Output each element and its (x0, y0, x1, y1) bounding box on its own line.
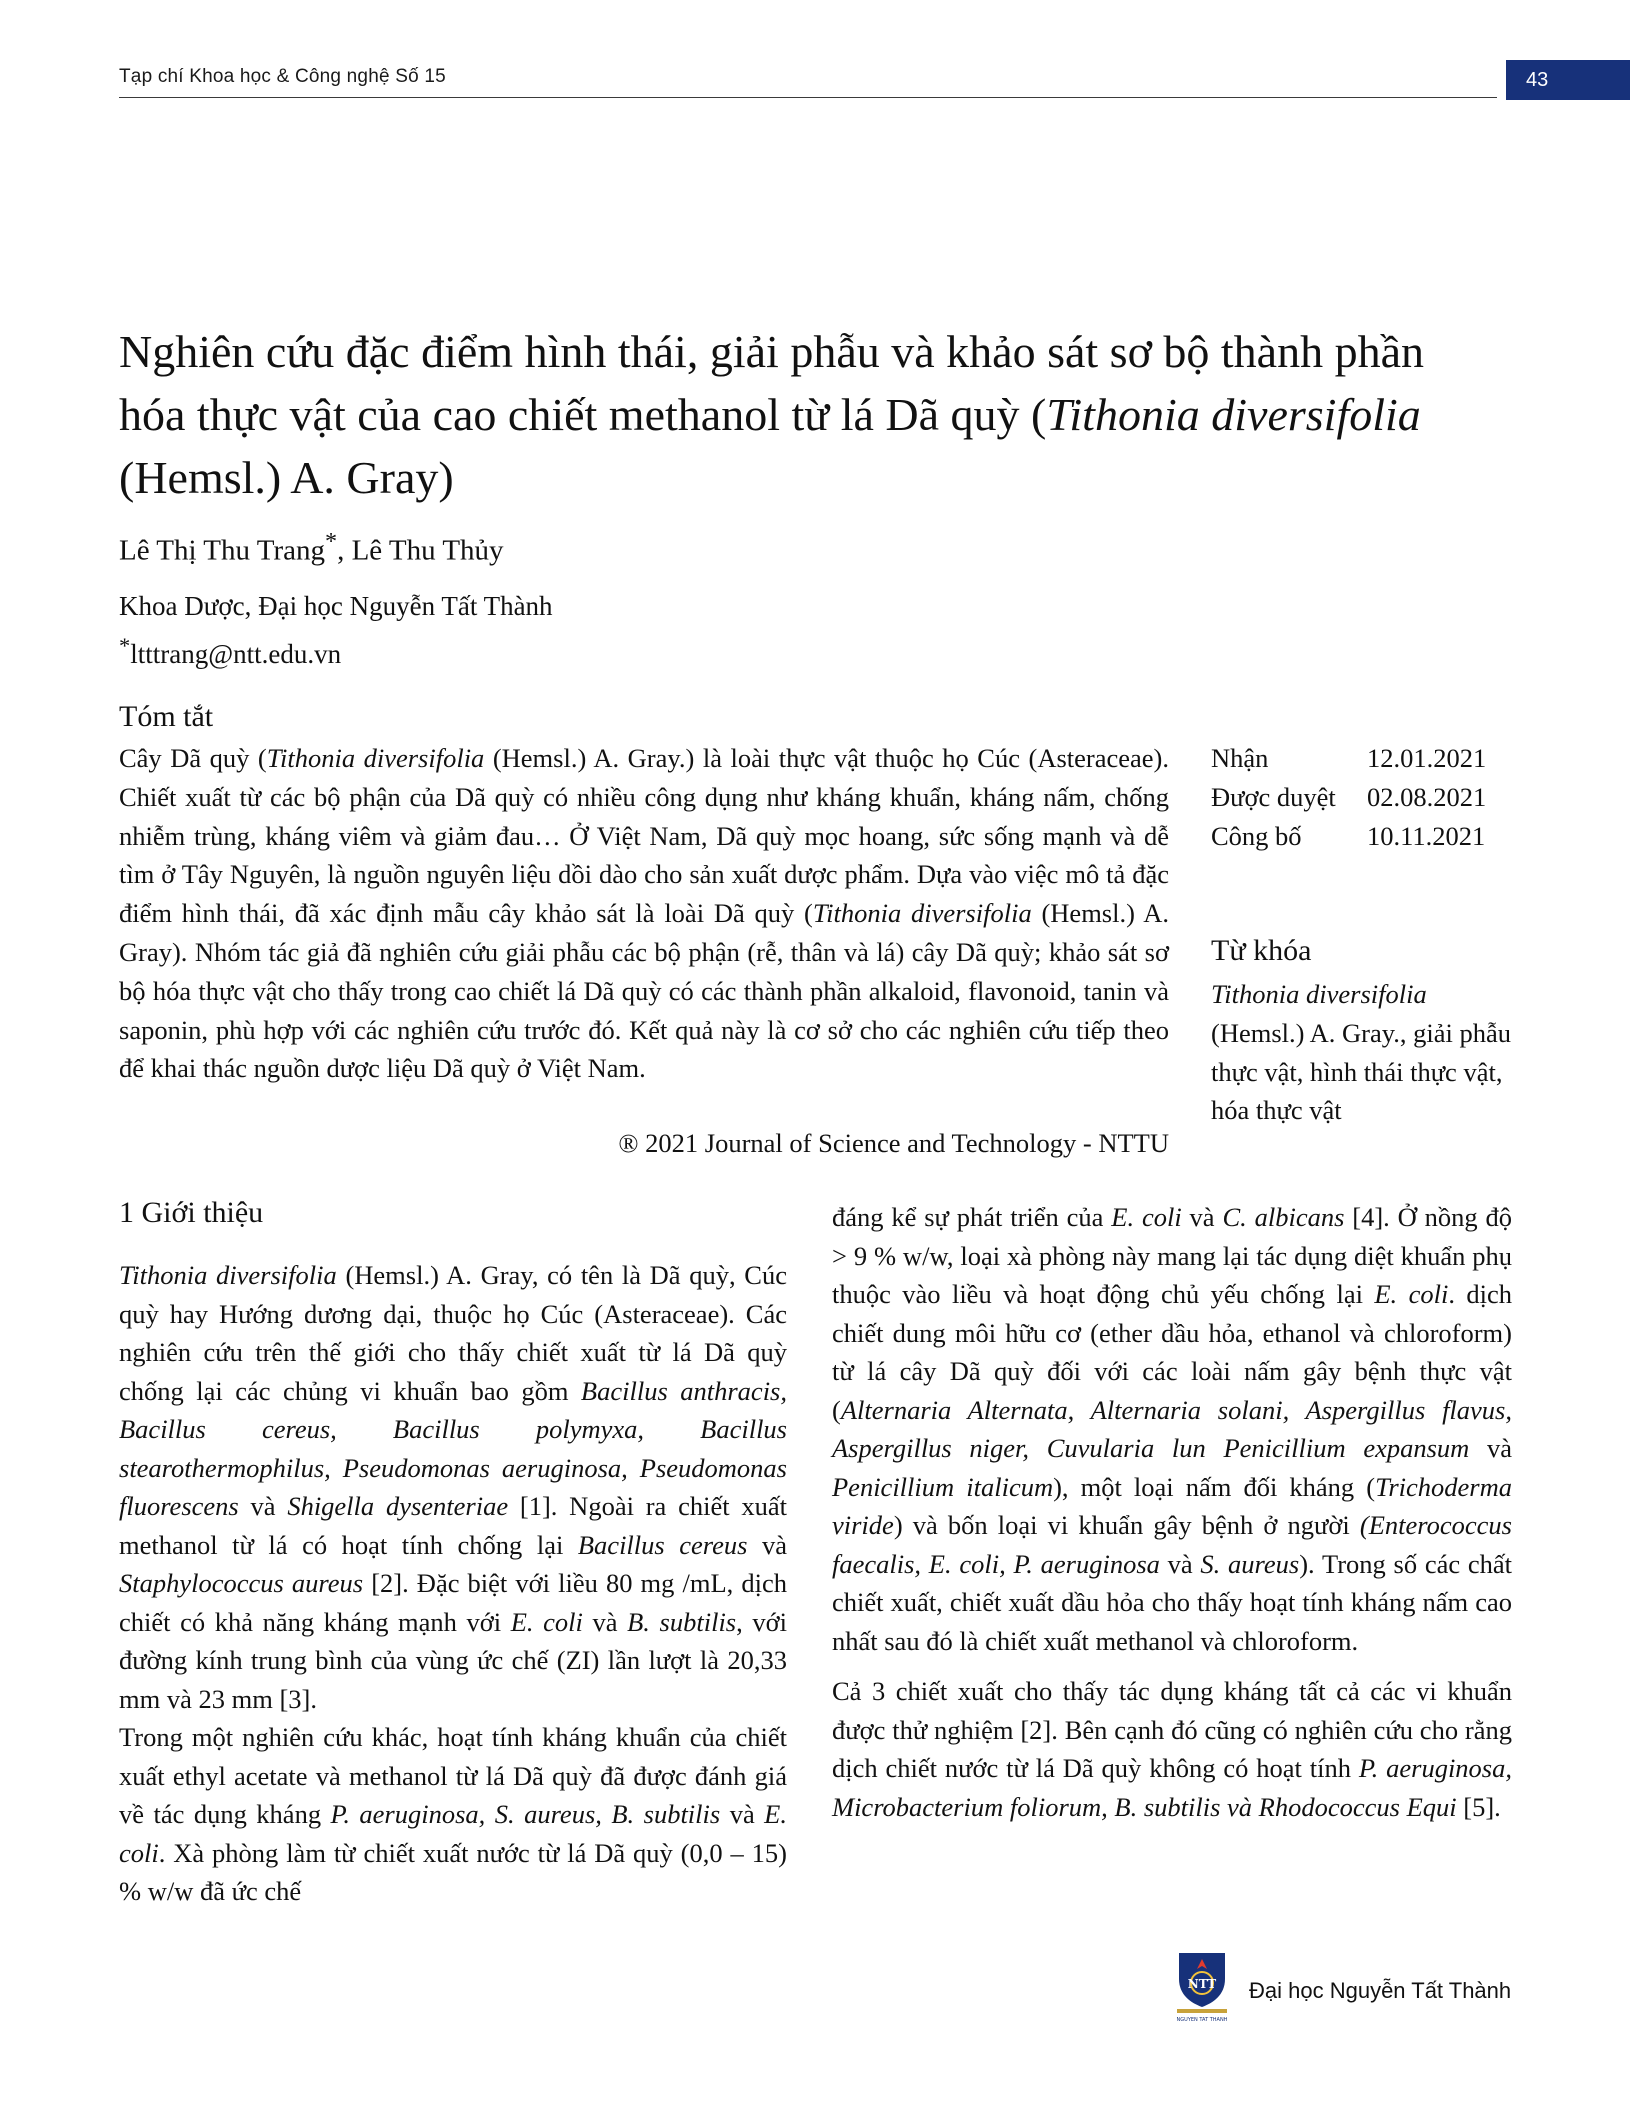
keyword-list: (Hemsl.) A. Gray., giải phẫu thực vật, hình thái thực vật, hóa thực vật (1211, 1017, 1512, 1126)
date-accepted (1211, 778, 1486, 817)
paragraph-1 (119, 1256, 787, 1718)
italic-term: Bacillus anthracis, Bacillus cereus, Bacillus polymyxa, Bacillus stearothermophilus, Pseudomonas aeruginosa, Pseudomonas fluorescens (119, 1375, 787, 1521)
text-run: . Xà phòng làm từ chiết xuất nước từ lá Dã quỳ (0,0 – 15) % w/w đã ức chế (119, 1837, 787, 1906)
italic-term: Alternaria Alternata, Alternaria solani, Aspergillus flavus, Aspergillus niger, Cuvularia lun Penicillium expansum (832, 1394, 1512, 1463)
text-run: và (747, 1529, 788, 1560)
abstract-species: Tithonia diversifolia (266, 743, 485, 773)
date-value: 10.11.2021 (1367, 820, 1486, 851)
text-run: và (1469, 1433, 1512, 1463)
author-1: Lê Thị Thu Trang (119, 534, 325, 567)
journal-name: Tạp chí Khoa học & Công nghệ Số 15 (119, 66, 446, 87)
section-heading: 1 Giới thiệu (119, 1196, 264, 1229)
abstract-text: (Hemsl.) A. Gray). Nhóm tác giả đã nghiên cứu giải phẫu các bộ phận (rễ, thân và lá) cây Dã quỳ; khảo sát sơ bộ hóa thực vật cho thấy trong cao chiết lá Dã quỳ có các thành phần alkaloid, flavonoid, tanin và saponin, phù hợp với các nghiên cứu trước đó. Kết quả này là cơ sở cho các nghiên cứu tiếp theo để khai thác nguồn dược liệu Dã quỳ ở Việt Nam. (119, 898, 1170, 1084)
text-run: [1]. Ngoài ra chiết xuất methanol từ lá có hoạt tính chống lại (119, 1491, 788, 1560)
italic-term: E. coli (510, 1606, 583, 1637)
article-title (119, 320, 1459, 509)
keyword-species: Tithonia diversifolia (1211, 979, 1427, 1009)
text-run: [5]. (1456, 1791, 1501, 1822)
affiliation-org: Khoa Dược, Đại học Nguyễn Tất Thành (119, 591, 553, 621)
italic-term: E. coli (1111, 1202, 1182, 1232)
copyright: ® 2021 Journal of Science and Technology - NTTU (618, 1128, 1169, 1158)
keywords-heading: Từ khóa (1211, 934, 1312, 967)
email: ltttrang@ntt.edu.vn (130, 639, 342, 669)
author-2: , Lê Thu Thủy (337, 534, 504, 567)
footer-university: Đại học Nguyễn Tất Thành (1249, 1978, 1512, 2003)
text-run: (Hemsl.) A. Gray, có tên là Dã quỳ, Cúc quỳ hay Hướng dương dại, thuộc họ Cúc (Asteraceae). Các nghiên cứu trên thế giới cho thấy chiết xuất từ lá Dã quỳ chống lại các chủng vi khuẩn bao gồm (119, 1260, 787, 1406)
article-dates (1211, 739, 1486, 855)
column-left (119, 1256, 787, 1911)
text-run: Trong một nghiên cứu khác, hoạt tính kháng khuẩn của chiết xuất ethyl acetate và methanol từ lá Dã quỳ đã được đánh giá về tác dụng kháng (119, 1722, 787, 1829)
university-logo (1173, 1949, 1231, 2023)
date-value: 02.08.2021 (1367, 781, 1487, 812)
email-mark: * (119, 633, 131, 658)
italic-term: E. coli (119, 1799, 787, 1868)
paragraph-3 (832, 1672, 1512, 1826)
text-run: và (720, 1799, 765, 1829)
italic-term: C. albicans (1222, 1202, 1345, 1232)
column-right (832, 1198, 1512, 1826)
italic-term: Tithonia diversifolia (119, 1260, 337, 1290)
keywords (1211, 975, 1511, 1130)
abstract-body (119, 739, 1169, 1088)
text-run: đáng kể sự phát triển của (832, 1202, 1112, 1232)
text-run: [4]. Ở nồng độ > 9 % w/w, loại xà phòng này mang lại tác dụng diệt khuẩn phụ thuộc vào liều và hoạt động chủ yếu chống lại (832, 1202, 1512, 1309)
affiliation (119, 586, 553, 674)
italic-term: E. coli (1374, 1279, 1449, 1309)
italic-term: B. subtilis (627, 1606, 737, 1637)
page-number: 43 (1506, 60, 1630, 100)
italic-term: S. aureus (1200, 1548, 1300, 1579)
authors (119, 528, 504, 568)
italic-term: P. aeruginosa, S. aureus, B. subtilis (330, 1799, 721, 1829)
text-run: và (582, 1606, 628, 1637)
text-run: và (1159, 1548, 1201, 1579)
abstract-heading: Tóm tắt (119, 700, 214, 733)
paragraph-2-continued (832, 1198, 1512, 1660)
text-run: và (238, 1491, 288, 1521)
italic-term: Shigella dysenteriae (287, 1491, 509, 1521)
logo-caption: NGUYEN TAT THANH (1176, 2017, 1228, 2023)
title-text: Nghiên cứu đặc điểm hình thái, giải phẫu và khảo sát sơ bộ thành phần hóa thực vật của cao chiết methanol từ lá Dã quỳ ( (119, 326, 1425, 440)
logo-monogram: NTT (1187, 1977, 1217, 1991)
date-received (1211, 739, 1486, 778)
text-run: ), một loại nấm đối kháng ( (1053, 1471, 1376, 1502)
date-label: Công bố (1211, 820, 1302, 851)
date-label: Được duyệt (1211, 781, 1336, 812)
text-run: [2]. Đặc biệt với liều 80 mg /mL, dịch chiết có khả năng kháng mạnh với (119, 1568, 787, 1637)
italic-term: (Enterococcus faecalis, E. coli, P. aeruginosa (832, 1510, 1512, 1579)
date-published (1211, 817, 1486, 856)
text-run: ). Trong số các chất chiết xuất, chiết xuất dầu hỏa cho thấy hoạt tính kháng nấm cao nhất sau đó là chiết xuất methanol và chloroform. (832, 1548, 1513, 1656)
title-text-end: (Hemsl.) A. Gray) (119, 452, 454, 503)
date-label: Nhận (1211, 743, 1269, 773)
italic-term: Bacillus cereus (577, 1529, 748, 1560)
text-run: và (1181, 1202, 1223, 1232)
abstract-species: Tithonia diversifolia (812, 898, 1032, 929)
text-run: ) và bốn loại vi khuẩn gây bệnh ở người (893, 1510, 1360, 1540)
abstract-text: Cây Dã quỳ ( (119, 743, 267, 773)
corresponding-mark: * (324, 528, 338, 555)
text-run: Cả 3 chiết xuất cho thấy tác dụng kháng tất cả các vi khuẩn được thử nghiệm [2]. Bên cạnh đó cũng có nghiên cứu cho rằng dịch chiết nước từ lá Dã quỳ không có hoạt tính (832, 1676, 1512, 1783)
text-run: , với đường kính trung bình của vùng ức chế (ZI) lần lượt là 20,33 mm và 23 mm [3]. (119, 1606, 787, 1714)
date-value: 12.01.2021 (1367, 743, 1487, 773)
italic-term: Trichoderma viride (832, 1471, 1512, 1540)
italic-term: Staphylococcus aureus (119, 1568, 364, 1598)
header-divider (119, 97, 1497, 98)
title-species: Tithonia diversifolia (1046, 389, 1421, 440)
contact-email (119, 626, 553, 674)
text-run: . dịch chiết dung môi hữu cơ (ether dầu hỏa, ethanol và chloroform) từ lá cây Dã quỳ đối với các loài nấm gây bệnh thực vật ( (832, 1279, 1512, 1425)
italic-term: P. aeruginosa, Microbacterium foliorum, B. subtilis và Rhodococcus Equi (832, 1753, 1512, 1822)
paragraph-2 (119, 1718, 787, 1911)
italic-term: Penicillium italicum (832, 1471, 1054, 1502)
abstract-text: (Hemsl.) A. Gray.) là loài thực vật thuộc họ Cúc (Asteraceae). Chiết xuất từ các bộ phận của Dã quỳ có nhiều công dụng như kháng khuẩn, kháng nấm, chống nhiễm trùng, kháng viêm và giảm đau… Ở Việt Nam, Dã quỳ mọc hoang, sức sống mạnh và dễ tìm ở Tây Nguyên, là nguồn nguyên liệu dồi dào cho sản xuất dược phẩm. Dựa vào việc mô tả đặc điểm hình thái, đã xác định mẫu cây khảo sát là loài Dã quỳ ( (119, 743, 1169, 929)
